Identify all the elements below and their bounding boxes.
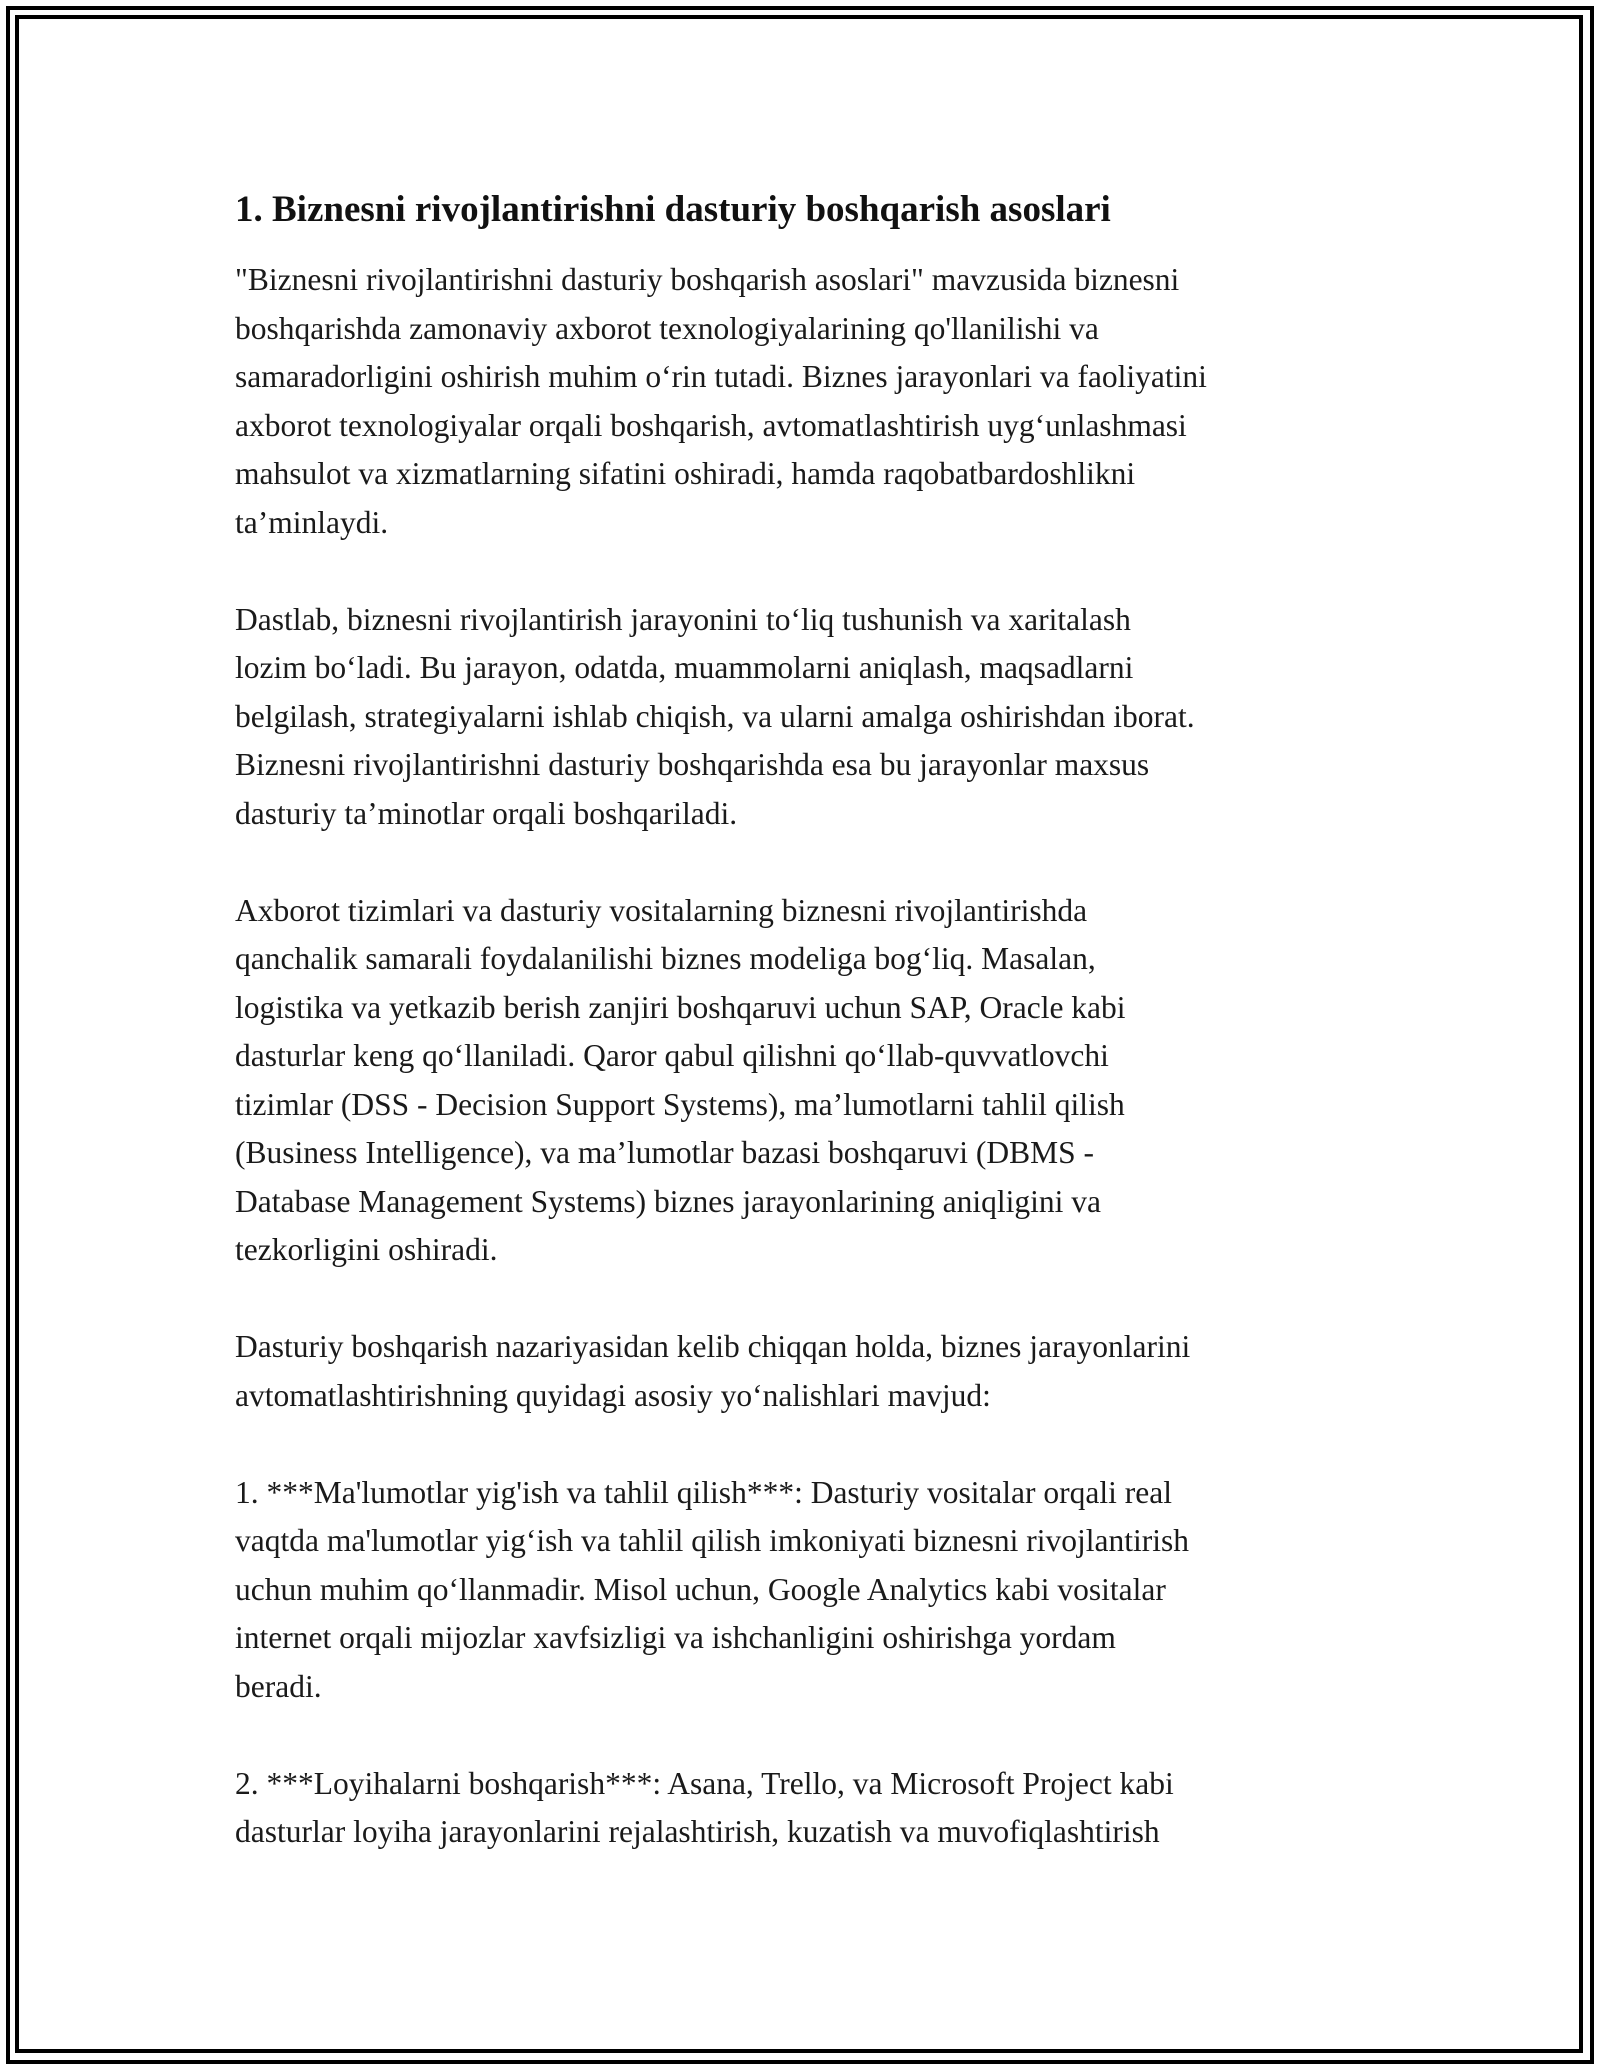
- text-line: Dastlab, biznesni rivojlantirish jarayonini to‘liq tushunish va xaritalash: [235, 601, 1131, 637]
- text-line: ta’minlaydi.: [235, 504, 389, 540]
- text-line: Biznesni rivojlantirishni dasturiy boshqarishda esa bu jarayonlar maxsus: [235, 747, 1150, 782]
- text-line: samaradorligini oshirish muhim o‘rin tutadi. Biznes jarayonlari va faoliyatini: [235, 359, 1207, 394]
- text-line: dasturiy ta’minotlar orqali boshqariladi.: [235, 795, 738, 831]
- text-line: axborot texnologiyalar orqali boshqarish, avtomatlashtirish uyg‘unlashmasi: [235, 407, 1187, 443]
- text-line: boshqarishda zamonaviy axborot texnologiyalarining qo'llanilishi va: [235, 310, 1099, 346]
- text-line: mahsulot va xizmatlarning sifatini oshiradi, hamda raqobatbardoshlikni: [235, 456, 1136, 491]
- document-body: [235, 186, 1375, 1905]
- paragraph-directions: [235, 1323, 1375, 1420]
- text-line: beradi.: [235, 1668, 322, 1704]
- text-line: tizimlar (DSS - Decision Support Systems), ma’lumotlarni tahlil qilish: [235, 1086, 1125, 1122]
- text-line: qanchalik samarali foydalanilishi biznes modeliga bog‘liq. Masalan,: [235, 941, 1096, 976]
- text-line: uchun muhim qo‘llanmadir. Misol uchun, Google Analytics kabi vositalar: [235, 1571, 1166, 1607]
- list-item-project-management: [235, 1760, 1375, 1857]
- text-line: logistika va yetkazib berish zanjiri boshqaruvi uchun SAP, Oracle kabi: [235, 989, 1126, 1025]
- text-line: lozim bo‘ladi. Bu jarayon, odatda, muammolarni aniqlash, maqsadlarni: [235, 650, 1134, 685]
- text-line: avtomatlashtirishning quyidagi asosiy yo‘nalishlari mavjud:: [235, 1377, 991, 1413]
- section-title: 1. Biznesni rivojlantirishni dasturiy boshqarish asoslari: [235, 189, 1111, 230]
- text-line: vaqtda ma'lumotlar yig‘ish va tahlil qilish imkoniyati biznesni rivojlantirish: [235, 1523, 1190, 1558]
- text-line: 1. ***Ma'lumotlar yig'ish va tahlil qilish***: Dasturiy vositalar orqali real: [235, 1474, 1172, 1510]
- list-item-data-collection: [235, 1469, 1375, 1712]
- paragraph-intro: [235, 256, 1375, 547]
- text-line: dasturlar keng qo‘llaniladi. Qaror qabul qilishni qo‘llab-quvvatlovchi: [235, 1038, 1109, 1073]
- text-line: internet orqali mijozlar xavfsizligi va ishchanligini oshirishga yordam: [235, 1620, 1116, 1655]
- text-line: belgilash, strategiyalarni ishlab chiqish, va ularni amalga oshirishdan iborat.: [235, 698, 1195, 734]
- text-line: "Biznesni rivojlantirishni dasturiy boshqarish asoslari" mavzusida biznesni: [235, 262, 1180, 297]
- text-line: (Business Intelligence), va ma’lumotlar bazasi boshqaruvi (DBMS -: [235, 1135, 1095, 1170]
- paragraph-information-systems: [235, 887, 1375, 1275]
- text-line: 2. ***Loyihalarni boshqarish***: Asana, Trello, va Microsoft Project kabi: [235, 1765, 1174, 1801]
- text-line: Dasturiy boshqarish nazariyasidan kelib chiqqan holda, biznes jarayonlarini: [235, 1329, 1191, 1364]
- text-line: Axborot tizimlari va dasturiy vositalarning biznesni rivojlantirishda: [235, 892, 1088, 928]
- text-line: Database Management Systems) biznes jarayonlarining aniqligini va: [235, 1183, 1102, 1219]
- text-line: dasturlar loyiha jarayonlarini rejalashtirish, kuzatish va muvofiqlashtirish: [235, 1814, 1160, 1849]
- paragraph-process: [235, 596, 1375, 839]
- text-line: tezkorligini oshiradi.: [235, 1232, 498, 1267]
